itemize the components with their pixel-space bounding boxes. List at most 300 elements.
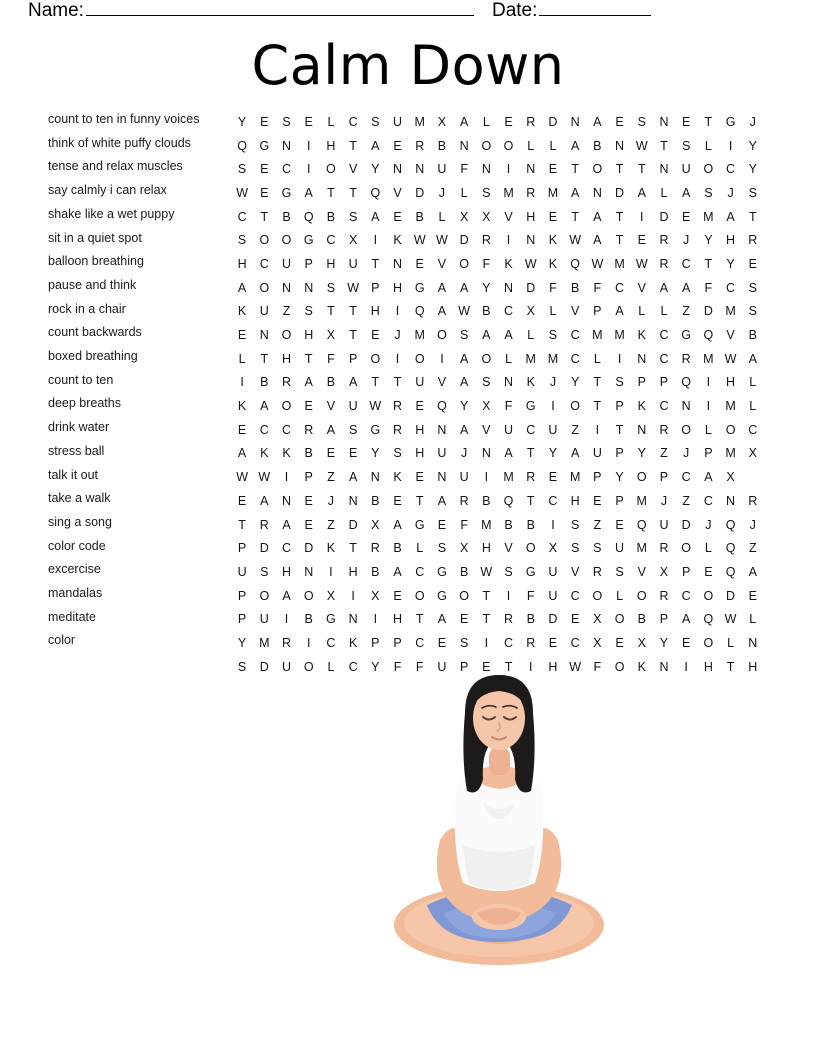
name-write-line[interactable] — [86, 2, 474, 16]
grid-cell: A — [371, 138, 380, 153]
grid-cell: H — [481, 541, 491, 556]
grid-cell: I — [506, 233, 511, 248]
word-list-item: rock in a chair — [48, 301, 126, 316]
grid-cell: I — [617, 351, 622, 366]
grid-cell: Z — [327, 470, 335, 485]
grid-cell: Q — [725, 564, 736, 579]
grid-cell: U — [437, 659, 447, 674]
grid-cell: E — [548, 162, 558, 177]
grid-row — [231, 442, 764, 466]
grid-cell: W — [524, 256, 537, 271]
grid-cell: Z — [682, 493, 690, 508]
grid-cell: U — [393, 114, 403, 129]
grid-cell: E — [304, 114, 313, 129]
grid-cell: N — [481, 446, 491, 461]
grid-cell: F — [549, 280, 557, 295]
grid-cell: T — [571, 162, 579, 177]
grid-cell: S — [371, 114, 380, 129]
grid-cell: I — [306, 138, 311, 153]
grid-cell: Y — [371, 162, 380, 177]
grid-cell: C — [259, 256, 269, 271]
grid-cell: A — [681, 612, 691, 627]
grid-cell: S — [237, 659, 247, 674]
grid-cell: K — [282, 446, 291, 461]
grid-cell: P — [304, 470, 313, 485]
grid-cell: F — [526, 588, 535, 603]
grid-cell: A — [282, 588, 291, 603]
grid-cell: H — [415, 446, 425, 461]
grid-cell: D — [726, 588, 736, 603]
grid-cell: W — [480, 564, 493, 579]
grid-cell: V — [326, 399, 336, 414]
grid-cell: O — [481, 351, 492, 366]
grid-cell: E — [260, 114, 269, 129]
grid-cell: Y — [548, 446, 558, 461]
grid-cell: U — [592, 446, 602, 461]
grid-cell: E — [570, 612, 580, 627]
grid-cell: H — [526, 209, 536, 224]
grid-cell: C — [504, 635, 514, 650]
grid-cell: G — [414, 280, 425, 295]
grid-cell: O — [636, 588, 647, 603]
page-title: Calm Down — [251, 34, 565, 97]
grid-cell: O — [614, 612, 625, 627]
grid-cell: E — [348, 446, 358, 461]
grid-cell: W — [591, 256, 604, 271]
grid-cell: A — [437, 304, 447, 319]
grid-cell: B — [504, 517, 513, 532]
grid-cell: T — [571, 209, 579, 224]
grid-cell: W — [635, 138, 648, 153]
grid-cell: P — [593, 470, 602, 485]
grid-cell: E — [393, 588, 402, 603]
grid-cell: O — [259, 233, 270, 248]
word-search-grid — [231, 110, 764, 679]
grid-cell: O — [481, 138, 492, 153]
grid-cell: M — [414, 114, 425, 129]
grid-cell: N — [348, 612, 358, 627]
grid-cell: S — [459, 635, 469, 650]
grid-cell: X — [326, 328, 336, 343]
grid-cell: A — [748, 351, 757, 366]
grid-cell: O — [525, 541, 536, 556]
grid-cell: A — [615, 304, 624, 319]
grid-cell: G — [725, 114, 736, 129]
grid-cell: P — [659, 375, 669, 390]
grid-cell: C — [281, 541, 292, 556]
grid-cell: L — [660, 304, 668, 319]
grid-cell: M — [569, 470, 581, 485]
grid-cell: X — [748, 446, 757, 461]
grid-cell: T — [415, 612, 424, 627]
grid-cell: Y — [637, 446, 646, 461]
grid-cell: T — [393, 375, 402, 390]
grid-cell: L — [749, 375, 757, 390]
grid-cell: E — [237, 493, 247, 508]
grid-cell: U — [437, 446, 447, 461]
grid-cell: R — [748, 233, 758, 248]
grid-cell: S — [748, 185, 757, 200]
grid-cell: N — [259, 328, 269, 343]
grid-cell: M — [547, 351, 559, 366]
grid-cell: J — [394, 328, 401, 343]
grid-row — [231, 134, 764, 158]
grid-cell: S — [237, 233, 247, 248]
grid-cell: O — [370, 351, 381, 366]
grid-cell: L — [727, 635, 735, 650]
grid-cell: E — [237, 422, 247, 437]
grid-cell: M — [503, 470, 514, 485]
grid-cell: T — [327, 304, 335, 319]
grid-cell: C — [726, 280, 736, 295]
grid-cell: C — [348, 114, 358, 129]
grid-cell: C — [570, 351, 580, 366]
grid-cell: P — [348, 351, 358, 366]
grid-cell: O — [414, 351, 425, 366]
grid-cell: A — [637, 185, 646, 200]
grid-cell: O — [281, 328, 292, 343]
grid-cell: A — [570, 446, 580, 461]
grid-cell: M — [614, 328, 625, 343]
grid-cell: U — [237, 564, 247, 579]
grid-cell: Y — [482, 280, 491, 295]
grid-cell: X — [637, 635, 646, 650]
grid-cell: N — [659, 114, 669, 129]
grid-cell: W — [724, 612, 737, 627]
grid-cell: E — [615, 517, 624, 532]
grid-cell: H — [348, 564, 358, 579]
grid-cell: Z — [748, 541, 757, 556]
grid-cell: T — [504, 659, 513, 674]
grid-cell: T — [748, 209, 757, 224]
grid-cell: C — [703, 493, 713, 508]
grid-cell: H — [393, 612, 403, 627]
grid-cell: V — [570, 564, 580, 579]
grid-cell: E — [681, 114, 691, 129]
grid-cell: U — [659, 517, 669, 532]
grid-cell: N — [526, 162, 536, 177]
grid-cell: R — [393, 399, 403, 414]
grid-cell: A — [459, 280, 469, 295]
word-list-item: count to ten in funny voices — [48, 112, 200, 126]
meditating-woman-illustration — [392, 655, 607, 965]
grid-cell: L — [438, 209, 446, 224]
grid-cell: B — [459, 564, 469, 579]
grid-cell: O — [592, 162, 603, 177]
grid-cell: M — [525, 351, 536, 366]
grid-cell: W — [236, 470, 248, 485]
grid-cell: V — [726, 328, 735, 343]
word-list-item: take a walk — [48, 491, 111, 506]
grid-cell: F — [460, 162, 468, 177]
grid-cell: Q — [437, 399, 447, 414]
grid-cell: U — [548, 564, 558, 579]
grid-cell: B — [526, 612, 535, 627]
grid-cell: P — [615, 493, 624, 508]
grid-cell: O — [459, 256, 469, 271]
grid-cell: I — [506, 162, 511, 177]
grid-cell: S — [504, 564, 513, 579]
grid-cell: D — [259, 659, 269, 674]
grid-cell: U — [504, 422, 514, 437]
grid-cell: J — [749, 114, 756, 129]
grid-cell: C — [681, 588, 691, 603]
grid-cell: B — [570, 280, 580, 295]
grid-cell: C — [526, 422, 536, 437]
word-list-item: sit in a quiet spot — [48, 230, 142, 245]
grid-cell: S — [326, 280, 336, 295]
grid-cell: I — [551, 399, 555, 414]
word-list-item: deep breaths — [48, 396, 121, 411]
grid-cell: D — [703, 304, 713, 319]
grid-cell: G — [681, 328, 692, 343]
grid-cell: I — [728, 138, 733, 153]
word-list-item: drink water — [48, 420, 110, 435]
grid-cell: Q — [636, 517, 647, 532]
grid-cell: H — [748, 659, 758, 674]
grid-cell: O — [703, 635, 714, 650]
grid-cell: L — [660, 185, 668, 200]
grid-cell: N — [659, 162, 669, 177]
grid-cell: K — [348, 635, 358, 650]
grid-cell: C — [570, 328, 580, 343]
grid-cell: G — [281, 185, 292, 200]
grid-cell: S — [570, 517, 580, 532]
grid-cell: F — [327, 351, 335, 366]
grid-cell: C — [281, 422, 292, 437]
grid-cell: O — [681, 541, 692, 556]
grid-cell: P — [659, 470, 669, 485]
word-list-item: stress ball — [48, 443, 105, 458]
grid-cell: T — [526, 446, 535, 461]
grid-cell: Z — [327, 517, 335, 532]
word-list-item: boxed breathing — [48, 349, 138, 364]
grid-row — [231, 347, 764, 371]
grid-cell: O — [636, 470, 647, 485]
grid-cell: T — [615, 162, 624, 177]
date-write-line[interactable] — [539, 2, 651, 16]
grid-cell: N — [459, 138, 469, 153]
grid-cell: C — [259, 422, 269, 437]
grid-cell: I — [706, 399, 711, 414]
grid-cell: S — [304, 304, 313, 319]
grid-cell: T — [593, 375, 602, 390]
grid-cell: W — [436, 233, 448, 248]
grid-cell: P — [393, 635, 402, 650]
grid-cell: T — [260, 351, 269, 366]
grid-cell: I — [395, 304, 400, 319]
grid-cell: N — [570, 114, 580, 129]
grid-cell: L — [527, 328, 535, 343]
grid-cell: S — [482, 375, 491, 390]
grid-cell: C — [615, 280, 625, 295]
grid-cell: M — [636, 493, 647, 508]
grid-cell: L — [238, 351, 246, 366]
grid-cell: R — [504, 612, 514, 627]
grid-cell: A — [681, 280, 691, 295]
grid-cell: F — [593, 659, 602, 674]
grid-cell: W — [369, 399, 382, 414]
grid-cell: R — [748, 493, 758, 508]
grid-cell: F — [704, 280, 713, 295]
grid-cell: L — [704, 422, 712, 437]
grid-cell: T — [615, 233, 624, 248]
grid-row — [231, 607, 764, 631]
grid-row — [231, 205, 764, 229]
grid-cell: V — [504, 209, 513, 224]
grid-cell: C — [348, 659, 358, 674]
grid-cell: O — [326, 162, 336, 177]
grid-cell: N — [481, 162, 491, 177]
grid-cell: E — [393, 493, 402, 508]
grid-cell: O — [592, 588, 603, 603]
grid-cell: E — [459, 612, 469, 627]
grid-cell: E — [415, 399, 424, 414]
grid-cell: I — [284, 612, 289, 627]
grid-cell: A — [593, 209, 602, 224]
grid-row — [231, 560, 764, 584]
grid-cell: J — [461, 446, 468, 461]
grid-cell: F — [593, 280, 602, 295]
grid-cell: N — [304, 280, 314, 295]
grid-cell: A — [282, 517, 291, 532]
grid-cell: C — [659, 399, 669, 414]
grid-cell: M — [703, 209, 714, 224]
grid-cell: S — [681, 138, 691, 153]
grid-cell: J — [749, 517, 756, 532]
grid-cell: A — [459, 422, 469, 437]
grid-cell: G — [437, 588, 447, 603]
grid-cell: B — [304, 612, 313, 627]
grid-cell: O — [725, 422, 736, 437]
word-list-item: count to ten — [48, 372, 114, 387]
grid-cell: V — [637, 280, 646, 295]
word-list-item: color code — [48, 538, 106, 553]
grid-cell: X — [326, 588, 336, 603]
grid-cell: S — [615, 375, 624, 390]
grid-cell: H — [326, 256, 336, 271]
grid-cell: I — [240, 375, 244, 390]
grid-cell: B — [326, 375, 336, 390]
grid-cell: T — [593, 399, 602, 414]
grid-cell: O — [281, 233, 292, 248]
grid-cell: S — [260, 564, 269, 579]
grid-cell: Z — [682, 304, 690, 319]
grid-cell: K — [637, 659, 646, 674]
grid-cell: B — [371, 493, 380, 508]
grid-cell: N — [592, 185, 602, 200]
grid-cell: B — [282, 209, 291, 224]
grid-cell: L — [638, 304, 646, 319]
word-list-item: mandalas — [48, 586, 103, 601]
grid-row — [231, 157, 764, 181]
grid-cell: A — [371, 209, 380, 224]
grid-cell: S — [482, 185, 491, 200]
grid-cell: H — [570, 493, 580, 508]
grid-cell: I — [640, 209, 644, 224]
grid-cell: Z — [660, 446, 668, 461]
grid-cell: L — [749, 399, 757, 414]
grid-cell: X — [437, 114, 447, 129]
grid-cell: E — [548, 470, 558, 485]
grid-cell: X — [548, 541, 558, 556]
grid-cell: W — [569, 659, 582, 674]
grid-cell: E — [326, 446, 336, 461]
grid-cell: C — [415, 564, 425, 579]
word-list-item: say calmly i can relax — [48, 183, 167, 198]
grid-cell: I — [506, 588, 511, 603]
grid-cell: T — [349, 138, 357, 153]
grid-cell: E — [681, 209, 691, 224]
grid-cell: I — [351, 588, 355, 603]
grid-cell: T — [238, 517, 246, 532]
grid-cell: A — [260, 399, 269, 414]
grid-cell: M — [592, 328, 603, 343]
grid-cell: Q — [503, 493, 514, 508]
grid-cell: H — [415, 422, 425, 437]
grid-cell: X — [348, 233, 358, 248]
grid-cell: C — [281, 162, 292, 177]
grid-cell: T — [704, 256, 713, 271]
grid-cell: D — [459, 233, 469, 248]
grid-cell: Y — [371, 659, 380, 674]
grid-cell: N — [393, 162, 403, 177]
grid-cell: N — [281, 493, 292, 508]
grid-cell: A — [304, 375, 313, 390]
grid-cell: N — [304, 564, 314, 579]
grid-cell: Y — [748, 138, 757, 153]
grid-cell: D — [615, 185, 625, 200]
grid-cell: T — [615, 209, 624, 224]
grid-cell: A — [393, 564, 402, 579]
grid-cell: G — [437, 564, 447, 579]
grid-row — [231, 631, 764, 655]
grid-cell: M — [547, 185, 559, 200]
grid-cell: Y — [570, 375, 580, 390]
word-list-item: count backwards — [48, 325, 142, 340]
grid-cell: L — [482, 114, 490, 129]
grid-cell: H — [281, 351, 292, 366]
grid-cell: G — [525, 399, 536, 414]
grid-cell: K — [326, 541, 336, 556]
grid-cell: G — [259, 138, 270, 153]
grid-cell: P — [681, 564, 691, 579]
grid-cell: N — [526, 233, 536, 248]
grid-cell: S — [459, 328, 469, 343]
grid-cell: N — [748, 635, 758, 650]
grid-cell: U — [259, 612, 269, 627]
grid-cell: R — [526, 635, 536, 650]
grid-cell: M — [259, 635, 270, 650]
grid-row — [231, 371, 764, 395]
grid-cell: M — [725, 446, 736, 461]
grid-cell: P — [704, 446, 713, 461]
grid-cell: H — [237, 256, 247, 271]
grid-cell: T — [482, 588, 491, 603]
grid-cell: L — [460, 185, 468, 200]
grid-cell: A — [482, 328, 491, 343]
grid-cell: G — [326, 612, 336, 627]
grid-cell: A — [504, 328, 513, 343]
grid-cell: N — [726, 493, 736, 508]
grid-cell: O — [459, 588, 469, 603]
word-list-item: tense and relax muscles — [48, 159, 183, 174]
grid-cell: L — [327, 659, 335, 674]
grid-cell: W — [569, 233, 582, 248]
grid-cell: C — [237, 209, 247, 224]
grid-cell: C — [659, 351, 669, 366]
grid-cell: S — [237, 162, 247, 177]
